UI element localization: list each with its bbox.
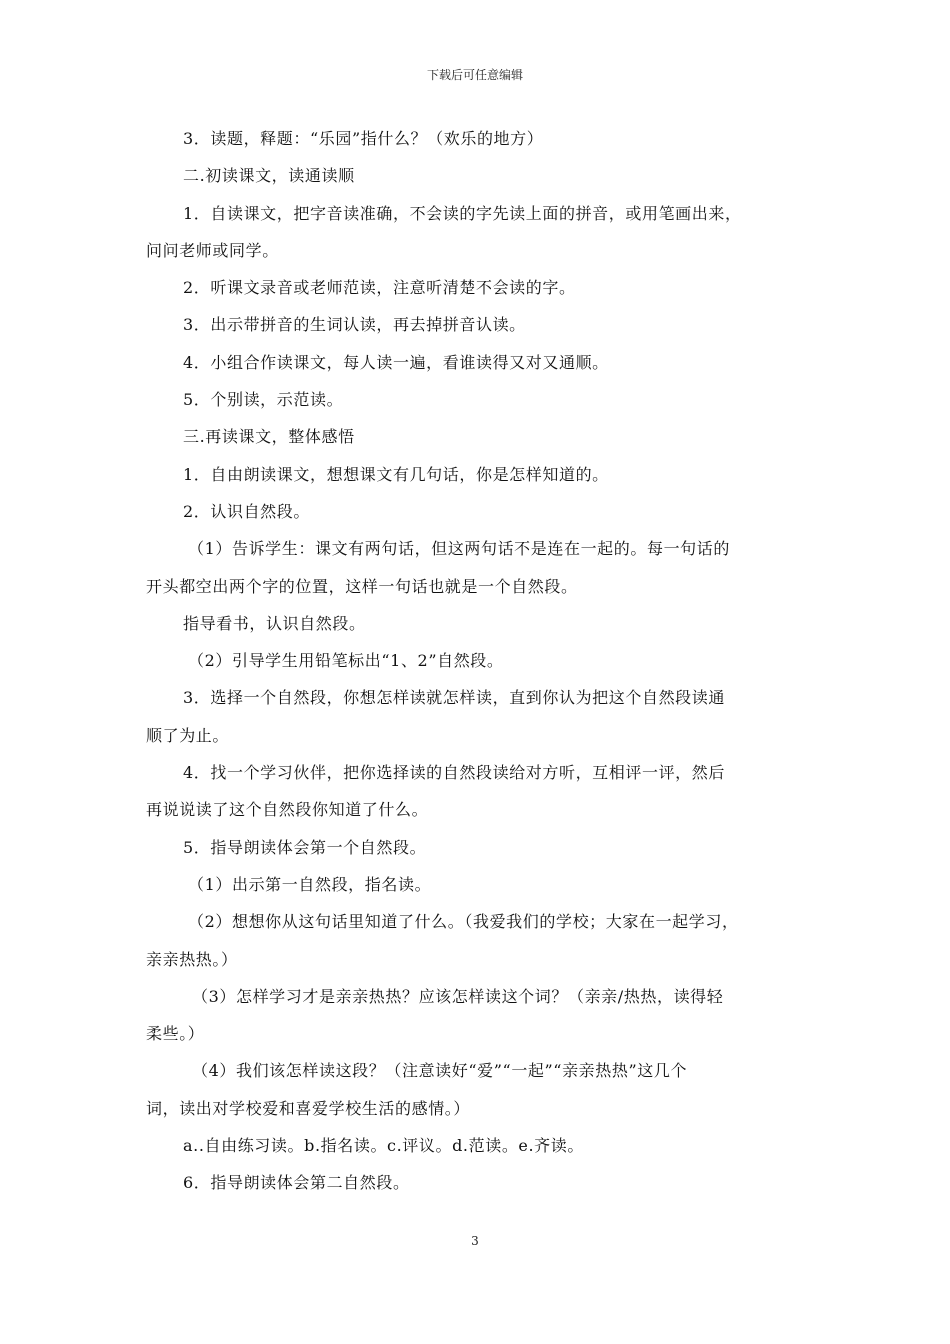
- text-line: 2．认识自然段。: [183, 501, 310, 521]
- text-line: 5．个别读，示范读。: [183, 390, 344, 410]
- text-line: 5．指导朗读体会第一个自然段。: [183, 837, 427, 857]
- text-line: 顺了为止。: [146, 725, 230, 745]
- text-line: 再说说读了这个自然段你知道了什么。: [146, 800, 429, 820]
- text-line: 开头都空出两个字的位置，这样一句话也就是一个自然段。: [146, 576, 578, 596]
- text-line: （1）出示第一自然段，指名读。: [188, 874, 432, 894]
- text-line: 亲亲热热。）: [146, 949, 238, 969]
- text-line: 1．自由朗读课文，想想课文有几句话，你是怎样知道的。: [183, 464, 609, 484]
- text-line: 指导看书，认识自然段。: [183, 613, 366, 633]
- text-line: 3．选择一个自然段，你想怎样读就怎样读，直到你认为把这个自然段读通: [183, 688, 725, 708]
- document-body: [146, 120, 822, 1202]
- section-heading: 三.再读课文，整体感悟: [183, 427, 355, 447]
- text-line: 2．听课文录音或老师范读，注意听清楚不会读的字。: [183, 278, 576, 298]
- text-line: a..自由练习读。b.指名读。c.评议。d.范读。e.齐读。: [183, 1136, 584, 1156]
- text-line: （2）引导学生用铅笔标出“1、2”自然段。: [188, 651, 504, 671]
- text-line: （3）怎样学习才是亲亲热热？应该怎样读这个词？（亲亲/热热，读得轻: [192, 986, 724, 1006]
- text-line: 4．找一个学习伙伴，把你选择读的自然段读给对方听，互相评一评，然后: [183, 763, 725, 783]
- text-line: 词，读出对学校爱和喜爱学校生活的感情。）: [146, 1098, 471, 1118]
- text-line: （1）告诉学生：课文有两句话，但这两句话不是连在一起的。每一句话的: [188, 539, 730, 559]
- text-line: 3．读题，释题：“乐园”指什么？（欢乐的地方）: [183, 129, 544, 148]
- text-line: 4．小组合作读课文，每人读一遍，看谁读得又对又通顺。: [183, 352, 609, 372]
- text-line: （2）想想你从这句话里知道了什么。（我爱我们的学校；大家在一起学习，: [188, 912, 739, 932]
- section-heading: 二.初读课文，读通读顺: [183, 166, 355, 186]
- text-line: 3．出示带拼音的生词认读，再去掉拼音认读。: [183, 315, 526, 335]
- text-line: 问问老师或同学。: [146, 240, 279, 260]
- text-line: 1．自读课文，把字音读准确，不会读的字先读上面的拼音，或用笔画出来，: [183, 203, 742, 223]
- text-line: 柔些。）: [146, 1024, 205, 1044]
- page-header: 下载后可任意编辑: [426, 68, 523, 82]
- text-line: （4）我们该怎样读这段？（注意读好“爱”“一起”“亲亲热热”这几个: [192, 1061, 688, 1081]
- page-number: 3: [471, 1234, 479, 1248]
- text-line: 6．指导朗读体会第二自然段。: [183, 1173, 410, 1193]
